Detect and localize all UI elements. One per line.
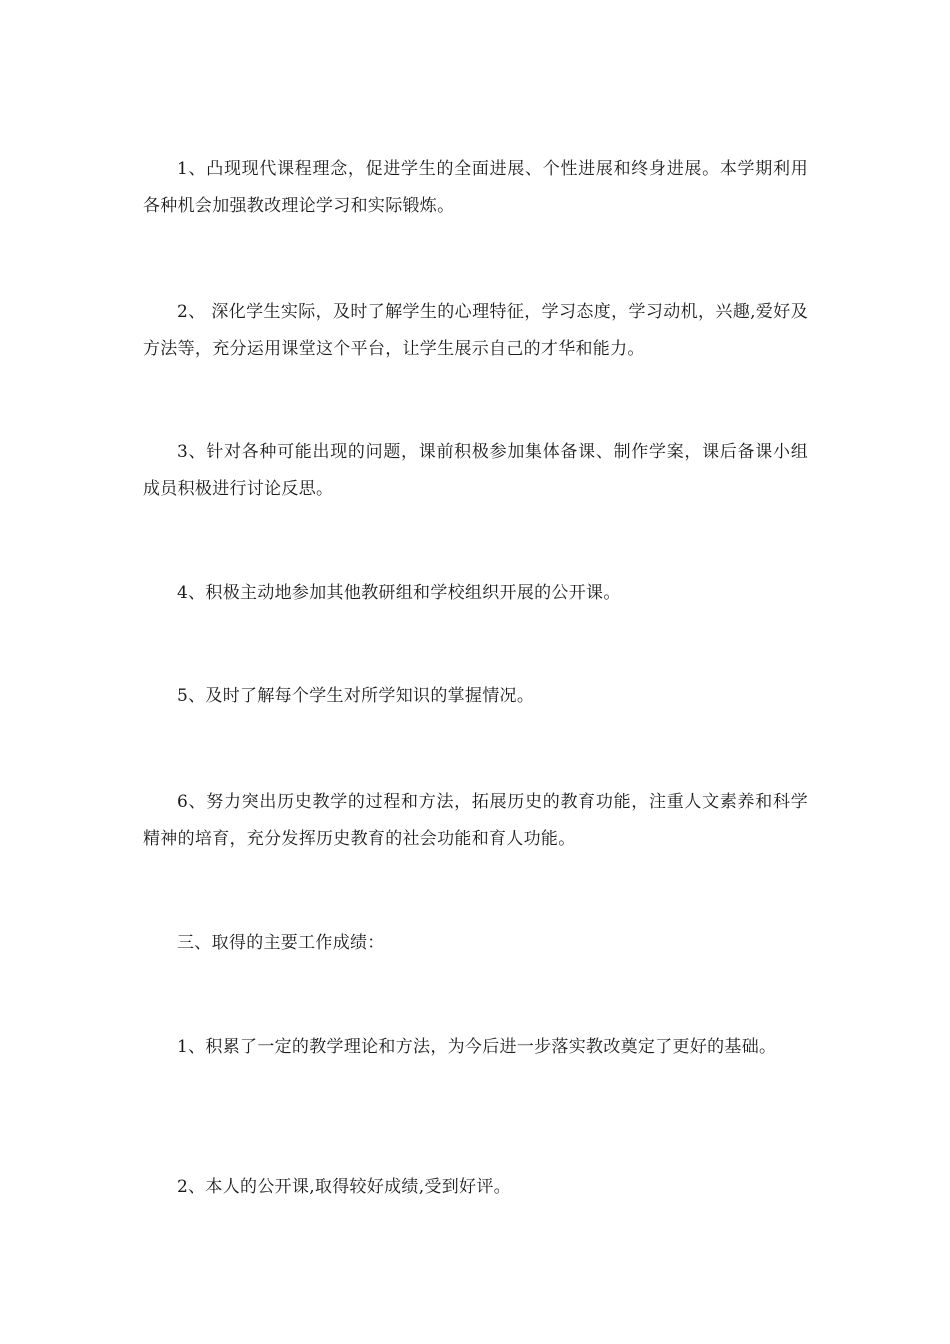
paragraph-item-5: 5、及时了解每个学生对所学知识的掌握情况。 bbox=[177, 686, 535, 706]
paragraph-item-2: 2、 深化学生实际，及时了解学生的心理特征，学习态度，学习动机，兴趣,爱好及方法等，充分运用课堂这个平台，让学生展示自己的才华和能力。 bbox=[143, 302, 808, 359]
paragraph-item-4: 4、积极主动地参加其他教研组和学校组织开展的公开课。 bbox=[177, 583, 621, 603]
paragraph-item-3: 3、针对各种可能出现的问题，课前积极参加集体备课、制作学案，课后备课小组成员积极进行讨论反思。 bbox=[143, 442, 808, 499]
paragraph-item-1: 1、凸现现代课程理念，促进学生的全面进展、个性进展和终身进展。本学期利用各种机会加强教改理论学习和实际锻炼。 bbox=[143, 159, 808, 216]
section-heading-achievements: 三、取得的主要工作成绩： bbox=[177, 933, 385, 953]
paragraph-item-6: 6、努力突出历史教学的过程和方法，拓展历史的教育功能，注重人文素养和科学精神的培育，充分发挥历史教育的社会功能和育人功能。 bbox=[143, 792, 808, 849]
achievement-item-2: 2、本人的公开课,取得较好成绩,受到好评。 bbox=[177, 1177, 511, 1197]
achievement-item-1: 1、积累了一定的教学理论和方法，为今后进一步落实教改奠定了更好的基础。 bbox=[177, 1037, 777, 1057]
